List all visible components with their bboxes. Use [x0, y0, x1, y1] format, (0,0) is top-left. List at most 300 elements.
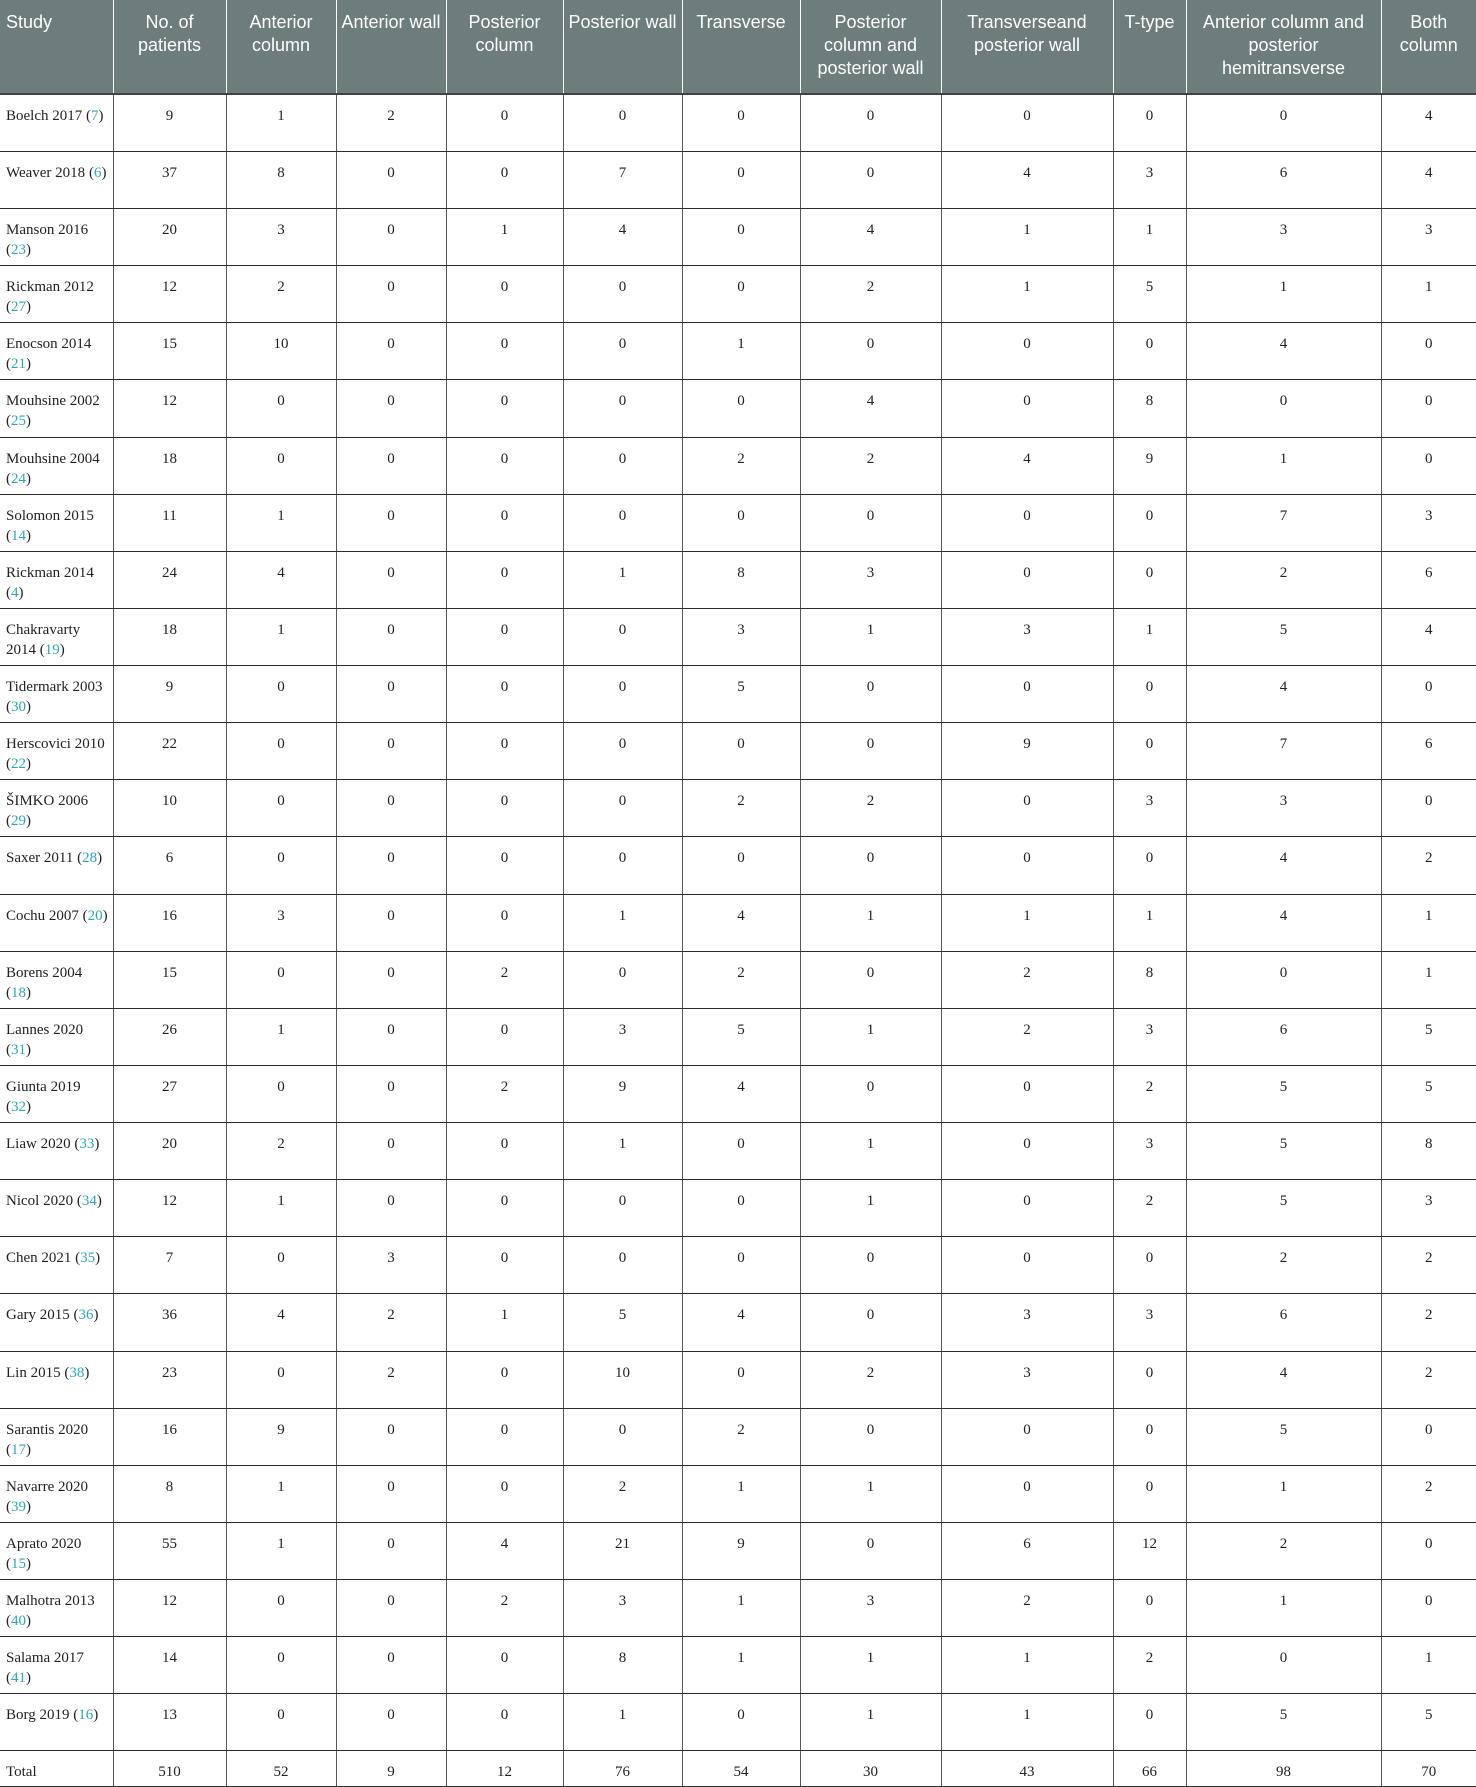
study-cell: Weaver 2018 (6): [0, 151, 113, 208]
total-cell: 12: [446, 1750, 563, 1786]
table-row: [0, 151, 1476, 208]
reference-link[interactable]: 41: [11, 1669, 26, 1686]
reference-link[interactable]: 19: [44, 641, 60, 658]
table-cell: 2: [1381, 1293, 1476, 1351]
study-name: Solomon 2015: [6, 507, 94, 524]
table-cell: 0: [682, 494, 800, 551]
table-cell: 2: [336, 94, 446, 151]
reference-link[interactable]: 6: [93, 164, 102, 181]
table-cell: 8: [1113, 379, 1186, 437]
reference-link[interactable]: 34: [81, 1192, 97, 1209]
reference-link[interactable]: 31: [11, 1041, 26, 1058]
reference-link[interactable]: 32: [11, 1098, 26, 1115]
table-cell: 0: [446, 608, 563, 665]
table-cell: 0: [800, 665, 941, 722]
table-cell: 21: [563, 1522, 682, 1579]
table-cell: 0: [941, 665, 1113, 722]
table-cell: 22: [113, 722, 226, 779]
study-name: Nicol 2020: [6, 1192, 74, 1209]
table-cell: 4: [563, 208, 682, 265]
table-cell: 0: [1113, 322, 1186, 379]
table-cell: 9: [682, 1522, 800, 1579]
table-row: [0, 1008, 1476, 1065]
table-cell: 1: [800, 1693, 941, 1750]
table-cell: 0: [941, 494, 1113, 551]
table-cell: 8: [113, 1465, 226, 1522]
table-cell: 36: [113, 1293, 226, 1351]
study-name: Sarantis 2020: [6, 1421, 89, 1438]
table-cell: 1: [1186, 437, 1381, 494]
study-name: ŠIMKO 2006: [6, 792, 89, 809]
table-cell: 0: [226, 779, 336, 836]
table-cell: 2: [941, 1008, 1113, 1065]
study-name: Lannes 2020: [6, 1021, 84, 1038]
table-cell: 7: [113, 1236, 226, 1293]
table-cell: 6: [941, 1522, 1113, 1579]
table-cell: 0: [446, 322, 563, 379]
table-cell: 0: [682, 1122, 800, 1179]
table-cell: 2: [682, 437, 800, 494]
table-cell: 2: [1186, 1236, 1381, 1293]
table-row: [0, 1236, 1476, 1293]
table-cell: 3: [226, 894, 336, 951]
study-cell: Lannes 2020 (31): [0, 1008, 113, 1065]
table-cell: 0: [226, 1236, 336, 1293]
table-cell: 0: [1186, 94, 1381, 151]
table-cell: 5: [1186, 1065, 1381, 1122]
table-cell: 1: [800, 1179, 941, 1236]
table-cell: 2: [1113, 1179, 1186, 1236]
table-cell: 3: [1113, 1122, 1186, 1179]
reference-link[interactable]: 39: [11, 1498, 26, 1515]
table-cell: 2: [1186, 1522, 1381, 1579]
study-name: Salama 2017: [6, 1649, 84, 1666]
reference-link[interactable]: 28: [82, 849, 98, 866]
table-cell: 0: [446, 94, 563, 151]
header-anterior-wall: Anterior wall: [336, 0, 446, 94]
table-cell: 0: [446, 1236, 563, 1293]
table-cell: 0: [563, 722, 682, 779]
table-cell: 2: [941, 951, 1113, 1008]
header-posterior-column-and-posterior-wall: Posterior column and posterior wall: [800, 0, 941, 94]
table-cell: 0: [226, 1351, 336, 1408]
reference-link[interactable]: 7: [91, 108, 99, 124]
table-cell: 0: [563, 779, 682, 836]
table-row: [0, 1693, 1476, 1750]
header-t-type: T-type: [1113, 0, 1186, 94]
study-cell: Herscovici 2010 (22): [0, 722, 113, 779]
table-cell: 16: [113, 894, 226, 951]
table-cell: 0: [336, 608, 446, 665]
study-cell: Saxer 2011 (28): [0, 836, 113, 894]
study-name: Malhotra 2013: [6, 1592, 95, 1609]
study-name: Weaver 2018: [6, 164, 86, 181]
table-cell: 0: [682, 265, 800, 322]
header-row: [0, 0, 1476, 94]
table-cell: 0: [1113, 551, 1186, 608]
table-cell: 20: [113, 1122, 226, 1179]
table-cell: 0: [446, 779, 563, 836]
table-cell: 1: [563, 551, 682, 608]
table-cell: 0: [800, 1293, 941, 1351]
table-cell: 0: [941, 379, 1113, 437]
table-cell: 0: [1381, 379, 1476, 437]
table-cell: 4: [800, 379, 941, 437]
table-cell: 0: [941, 836, 1113, 894]
table-cell: 0: [336, 951, 446, 1008]
table-cell: 3: [941, 608, 1113, 665]
table-body: [0, 94, 1476, 1786]
table-cell: 1: [941, 1636, 1113, 1693]
table-cell: 1: [226, 1465, 336, 1522]
reference-link[interactable]: 24: [11, 470, 26, 487]
study-name: Chakravarty 2014: [6, 621, 81, 658]
table-cell: 3: [1381, 1179, 1476, 1236]
table-cell: 4: [1186, 894, 1381, 951]
table-cell: 24: [113, 551, 226, 608]
reference-link[interactable]: 36: [78, 1306, 94, 1323]
table-cell: 1: [446, 1293, 563, 1351]
table-cell: 1: [1186, 1579, 1381, 1636]
total-cell: 76: [563, 1750, 682, 1786]
total-row: [0, 1750, 1476, 1786]
table-cell: 0: [682, 208, 800, 265]
table-cell: 1: [800, 608, 941, 665]
total-cell: 98: [1186, 1750, 1381, 1786]
study-cell: Mouhsine 2004 (24): [0, 437, 113, 494]
table-cell: 0: [941, 551, 1113, 608]
table-cell: 0: [446, 1408, 563, 1465]
table-cell: 0: [563, 1236, 682, 1293]
table-cell: 0: [336, 1693, 446, 1750]
study-cell: ŠIMKO 2006 (29): [0, 779, 113, 836]
table-cell: 1: [446, 208, 563, 265]
table-row: [0, 1465, 1476, 1522]
reference-link[interactable]: 22: [11, 755, 26, 772]
table-cell: 1: [226, 608, 336, 665]
study-name: Herscovici 2010: [6, 735, 105, 752]
reference-link[interactable]: 27: [11, 298, 26, 315]
study-cell: Solomon 2015 (14): [0, 494, 113, 551]
reference-link[interactable]: 29: [11, 812, 26, 829]
study-name: Tidermark 2003: [6, 678, 103, 695]
table-row: [0, 1179, 1476, 1236]
table-cell: 1: [1113, 208, 1186, 265]
table-cell: 26: [113, 1008, 226, 1065]
table-cell: 5: [682, 1008, 800, 1065]
total-cell: 30: [800, 1750, 941, 1786]
study-cell: Cochu 2007 (20): [0, 894, 113, 951]
table-cell: 2: [800, 1351, 941, 1408]
table-cell: 3: [941, 1351, 1113, 1408]
study-name: Mouhsine 2004: [6, 450, 100, 467]
header-transverse-and-posterior-wall: Transverseand posterior wall: [941, 0, 1113, 94]
table-cell: 0: [226, 951, 336, 1008]
table-cell: 2: [1381, 1236, 1476, 1293]
table-row: [0, 665, 1476, 722]
table-cell: 8: [682, 551, 800, 608]
table-cell: 4: [1381, 94, 1476, 151]
reference-link[interactable]: 14: [11, 527, 26, 544]
table-cell: 0: [1113, 722, 1186, 779]
table-cell: 2: [446, 1065, 563, 1122]
table-cell: 0: [563, 608, 682, 665]
table-cell: 0: [336, 836, 446, 894]
table-cell: 0: [800, 951, 941, 1008]
reference-link[interactable]: 16: [78, 1706, 94, 1723]
table-cell: 0: [800, 94, 941, 151]
table-cell: 0: [563, 379, 682, 437]
reference-link[interactable]: 30: [11, 698, 26, 715]
table-cell: 16: [113, 1408, 226, 1465]
table-cell: 0: [446, 551, 563, 608]
table-cell: 2: [1186, 551, 1381, 608]
table-cell: 3: [1381, 208, 1476, 265]
total-label: Total: [0, 1750, 113, 1786]
table-row: [0, 1636, 1476, 1693]
table-cell: 0: [446, 494, 563, 551]
table-cell: 12: [113, 1179, 226, 1236]
table-cell: 0: [1186, 1636, 1381, 1693]
table-cell: 3: [1113, 1293, 1186, 1351]
table-cell: 0: [682, 151, 800, 208]
table-cell: 0: [1186, 379, 1381, 437]
reference-link[interactable]: 20: [87, 907, 103, 924]
table-cell: 10: [113, 779, 226, 836]
table-cell: 0: [226, 1636, 336, 1693]
table-cell: 0: [563, 1408, 682, 1465]
table-cell: 0: [682, 1179, 800, 1236]
table-cell: 3: [563, 1579, 682, 1636]
table-cell: 0: [1381, 665, 1476, 722]
table-cell: 1: [1381, 894, 1476, 951]
table-cell: 0: [682, 1351, 800, 1408]
table-cell: 55: [113, 1522, 226, 1579]
reference-link[interactable]: 4: [11, 584, 19, 601]
table-row: [0, 836, 1476, 894]
table-cell: 0: [446, 1351, 563, 1408]
header-study: Study: [0, 0, 113, 94]
table-cell: 23: [113, 1351, 226, 1408]
reference-link[interactable]: 18: [11, 984, 26, 1001]
table-cell: 1: [1113, 608, 1186, 665]
table-cell: 37: [113, 151, 226, 208]
study-name: Rickman 2012: [6, 278, 94, 295]
table-cell: 0: [446, 722, 563, 779]
table-cell: 11: [113, 494, 226, 551]
total-cell: 52: [226, 1750, 336, 1786]
table-cell: 5: [1186, 1179, 1381, 1236]
table-cell: 2: [941, 1579, 1113, 1636]
table-row: [0, 951, 1476, 1008]
table-cell: 0: [800, 1065, 941, 1122]
table-cell: 2: [563, 1465, 682, 1522]
table-cell: 1: [226, 1179, 336, 1236]
table-cell: 0: [226, 665, 336, 722]
table-row: [0, 608, 1476, 665]
table-cell: 5: [1381, 1693, 1476, 1750]
table-cell: 1: [563, 1122, 682, 1179]
table-cell: 27: [113, 1065, 226, 1122]
table-cell: 0: [563, 494, 682, 551]
table-row: [0, 1408, 1476, 1465]
table-cell: 14: [113, 1636, 226, 1693]
table-cell: 0: [446, 665, 563, 722]
reference-link[interactable]: 25: [11, 412, 26, 429]
study-name: Borens 2004: [6, 964, 83, 981]
study-name: Boelch 2017: [6, 108, 83, 124]
table-cell: 2: [800, 437, 941, 494]
table-cell: 0: [1381, 437, 1476, 494]
study-cell: Rickman 2014 (4): [0, 551, 113, 608]
table-cell: 8: [563, 1636, 682, 1693]
table-row: [0, 1122, 1476, 1179]
study-cell: Boelch 2017 (7): [0, 94, 113, 151]
table-cell: 0: [336, 208, 446, 265]
table-cell: 1: [941, 208, 1113, 265]
reference-link[interactable]: 38: [69, 1364, 85, 1381]
table-cell: 2: [1381, 1351, 1476, 1408]
table-cell: 0: [941, 94, 1113, 151]
table-cell: 0: [682, 836, 800, 894]
table-cell: 0: [1113, 1693, 1186, 1750]
table-cell: 1: [800, 1636, 941, 1693]
table-cell: 0: [226, 1579, 336, 1636]
table-cell: 1: [1186, 1465, 1381, 1522]
table-cell: 0: [446, 1179, 563, 1236]
study-name: Lin 2015: [6, 1364, 61, 1381]
table-cell: 2: [226, 1122, 336, 1179]
study-name: Liaw 2020: [6, 1135, 71, 1152]
table-cell: 0: [682, 379, 800, 437]
study-cell: Tidermark 2003 (30): [0, 665, 113, 722]
table-cell: 10: [563, 1351, 682, 1408]
table-cell: 6: [1381, 551, 1476, 608]
table-cell: 0: [1381, 1522, 1476, 1579]
reference-link[interactable]: 33: [79, 1135, 95, 1152]
header-anterior-column: Anterior column: [226, 0, 336, 94]
table-cell: 3: [1113, 151, 1186, 208]
table-cell: 2: [446, 951, 563, 1008]
total-cell: 66: [1113, 1750, 1186, 1786]
reference-link[interactable]: 40: [11, 1612, 26, 1629]
reference-link[interactable]: 17: [11, 1441, 26, 1458]
table-cell: 13: [113, 1693, 226, 1750]
table-cell: 0: [226, 1065, 336, 1122]
table-cell: 0: [563, 437, 682, 494]
table-cell: 12: [113, 265, 226, 322]
table-cell: 0: [941, 1065, 1113, 1122]
table-cell: 9: [226, 1408, 336, 1465]
table-cell: 0: [1381, 1579, 1476, 1636]
table-row: [0, 779, 1476, 836]
table-cell: 0: [800, 722, 941, 779]
total-cell: 9: [336, 1750, 446, 1786]
table-cell: 0: [336, 722, 446, 779]
study-name: Mouhsine 2002: [6, 392, 100, 409]
study-cell: Enocson 2014 (21): [0, 322, 113, 379]
table-row: [0, 379, 1476, 437]
table-cell: 2: [336, 1293, 446, 1351]
table-cell: 0: [446, 1636, 563, 1693]
table-cell: 2: [800, 779, 941, 836]
table-cell: 8: [1381, 1122, 1476, 1179]
table-cell: 1: [682, 1579, 800, 1636]
table-cell: 0: [446, 437, 563, 494]
table-cell: 15: [113, 951, 226, 1008]
table-cell: 0: [800, 494, 941, 551]
table-row: [0, 551, 1476, 608]
table-cell: 0: [1113, 1351, 1186, 1408]
table-cell: 2: [1113, 1636, 1186, 1693]
table-cell: 2: [682, 1408, 800, 1465]
header-anterior-column-and-posterior-hemitransverse: Anterior column and posterior hemitransverse: [1186, 0, 1381, 94]
reference-link[interactable]: 15: [11, 1555, 26, 1572]
study-cell: Mouhsine 2002 (25): [0, 379, 113, 437]
table-cell: 0: [1186, 951, 1381, 1008]
table-cell: 5: [1186, 1693, 1381, 1750]
table-cell: 6: [1381, 722, 1476, 779]
table-cell: 3: [226, 208, 336, 265]
table-cell: 0: [1113, 1579, 1186, 1636]
table-cell: 0: [941, 1408, 1113, 1465]
table-cell: 2: [226, 265, 336, 322]
table-cell: 4: [682, 894, 800, 951]
table-row: [0, 1293, 1476, 1351]
table-cell: 1: [1186, 265, 1381, 322]
table-cell: 0: [563, 94, 682, 151]
table-cell: 3: [941, 1293, 1113, 1351]
table-cell: 2: [446, 1579, 563, 1636]
table-cell: 1: [563, 1693, 682, 1750]
table-cell: 0: [1113, 1408, 1186, 1465]
table-cell: 1: [226, 94, 336, 151]
table-cell: 0: [682, 94, 800, 151]
table-cell: 0: [336, 779, 446, 836]
table-cell: 0: [1113, 665, 1186, 722]
reference-link[interactable]: 21: [11, 355, 26, 372]
table-cell: 0: [336, 894, 446, 951]
table-cell: 0: [682, 722, 800, 779]
table-row: [0, 894, 1476, 951]
table-cell: 5: [1186, 1122, 1381, 1179]
table-cell: 20: [113, 208, 226, 265]
table-cell: 0: [446, 894, 563, 951]
header-both-column: Both column: [1381, 0, 1476, 94]
table-cell: 2: [1381, 836, 1476, 894]
study-cell: Lin 2015 (38): [0, 1351, 113, 1408]
reference-link[interactable]: 23: [11, 241, 26, 258]
table-cell: 0: [336, 437, 446, 494]
table-cell: 18: [113, 437, 226, 494]
total-cell: 54: [682, 1750, 800, 1786]
table-cell: 3: [336, 1236, 446, 1293]
table-cell: 3: [1186, 779, 1381, 836]
table-cell: 4: [1381, 151, 1476, 208]
study-cell: Salama 2017 (41): [0, 1636, 113, 1693]
table-cell: 0: [336, 1636, 446, 1693]
table-cell: 4: [682, 1293, 800, 1351]
table-cell: 0: [336, 665, 446, 722]
table-cell: 0: [682, 1236, 800, 1293]
table-cell: 8: [1113, 951, 1186, 1008]
table-cell: 1: [1381, 265, 1476, 322]
table-cell: 7: [563, 151, 682, 208]
table-cell: 2: [1381, 1465, 1476, 1522]
reference-link[interactable]: 35: [80, 1249, 96, 1266]
study-cell: Sarantis 2020 (17): [0, 1408, 113, 1465]
table-cell: 0: [446, 1008, 563, 1065]
